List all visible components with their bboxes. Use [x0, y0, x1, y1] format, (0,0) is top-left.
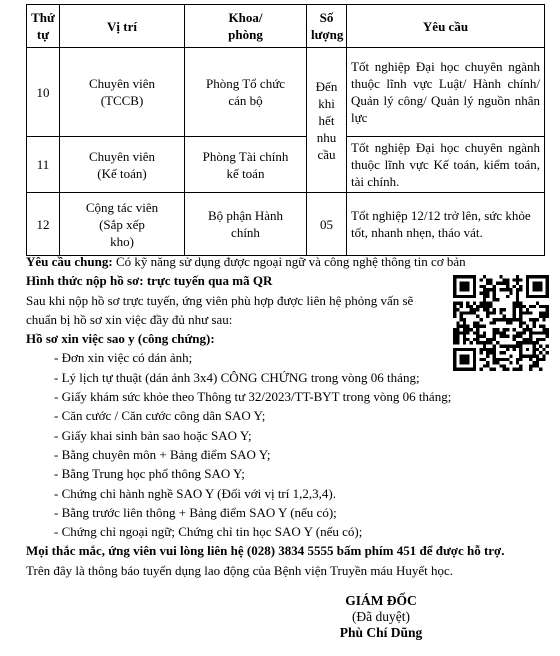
contact-line: Mọi thắc mắc, ứng viên vui lòng liên hệ (028) 3834 5555 bấm phím 451 để được hỗ trợ. [26, 543, 505, 559]
row-quantity: 05 [307, 193, 347, 256]
signature-name: Phù Chí Dũng [339, 625, 423, 640]
header-requirement: Yêu cầu [347, 5, 545, 48]
list-item: - Bằng trước liên thông + Bảng điểm SAO Y (nếu có); [54, 504, 337, 520]
submission-line-1: Sau khi nộp hồ sơ trực tuyến, ứng viên phù hợp được liên hệ phỏng vấn sẽ [26, 292, 414, 308]
signature-title: GIÁM ĐỐC [345, 593, 417, 608]
list-item: - Căn cước / Căn cước công dân SAO Y; [54, 408, 266, 424]
signature-block [316, 593, 446, 641]
list-item: - Chứng chỉ ngoại ngữ; Chứng chỉ tin học SAO Y (nếu có); [54, 524, 363, 540]
header-position: Vị trí [60, 5, 185, 48]
merged-quantity: Đến khi hết nhu cầu [307, 48, 347, 193]
list-item: - Lý lịch tự thuật (dán ảnh 3x4) CÔNG CHỨNG trong vòng 06 tháng; [54, 369, 420, 385]
row-department: Phòng Tổ chức cán bộ [185, 48, 307, 137]
general-requirement-text: Có kỹ năng sử dụng được ngoại ngữ và công nghệ thông tin cơ bản [112, 254, 466, 269]
qr-code-icon[interactable] [453, 275, 549, 371]
documents-title: Hồ sơ xin việc sao y (công chứng): [26, 331, 215, 347]
row-no: 12 [27, 193, 60, 256]
list-item: - Đơn xin việc có dán ảnh; [54, 350, 193, 366]
header-quantity: Số lượng [307, 5, 347, 48]
row-requirement: Tốt nghiệp Đại học chuyên ngành thuộc lĩnh vực Kế toán, kiểm toán, tài chính. [347, 137, 545, 193]
table-row [27, 137, 545, 193]
table-row [27, 48, 545, 137]
table-row [27, 193, 545, 256]
header-department: Khoa/ phòng [185, 5, 307, 48]
row-department: Bộ phận Hành chính [185, 193, 307, 256]
list-item: - Chứng chỉ hành nghề SAO Y (Đối với vị trí 1,2,3,4). [54, 485, 336, 501]
general-requirement [26, 252, 546, 271]
row-requirement: Tốt nghiệp Đại học chuyên ngành thuộc lĩnh vực Luật/ Hành chính/ Quản lý công/ Quản lý nguồn nhân lực [347, 48, 545, 137]
row-no: 11 [27, 137, 60, 193]
row-position: Cộng tác viên (Sắp xếp kho) [60, 193, 185, 256]
row-position: Chuyên viên (Kế toán) [60, 137, 185, 193]
list-item: - Giấy khám sức khỏe theo Thông tư 32/2023/TT-BYT trong vòng 06 tháng; [54, 389, 452, 405]
list-item: - Giấy khai sinh bản sao hoặc SAO Y; [54, 427, 252, 443]
recruitment-table [26, 4, 545, 256]
list-item: - Bằng chuyên môn + Bảng điểm SAO Y; [54, 446, 271, 462]
row-department: Phòng Tài chính kế toán [185, 137, 307, 193]
row-position: Chuyên viên (TCCB) [60, 48, 185, 137]
table-header-row [27, 5, 545, 48]
row-no: 10 [27, 48, 60, 137]
signature-status: (Đã duyệt) [351, 609, 411, 624]
list-item: - Bằng Trung học phổ thông SAO Y; [54, 466, 245, 482]
general-requirement-label: Yêu cầu chung: [26, 254, 113, 269]
submission-line-2: chuẩn bị hồ sơ xin việc đầy đủ như sau: [26, 311, 233, 327]
submission-title: Hình thức nộp hồ sơ: trực tuyến qua mã QR [26, 273, 273, 289]
header-no: Thứ tự [27, 5, 60, 48]
closing-line: Trên đây là thông báo tuyển dụng lao động của Bệnh viện Truyền máu Huyết học. [26, 562, 454, 578]
row-requirement: Tốt nghiệp 12/12 trở lên, sức khỏe tốt, nhanh nhẹn, tháo vát. [347, 193, 545, 256]
